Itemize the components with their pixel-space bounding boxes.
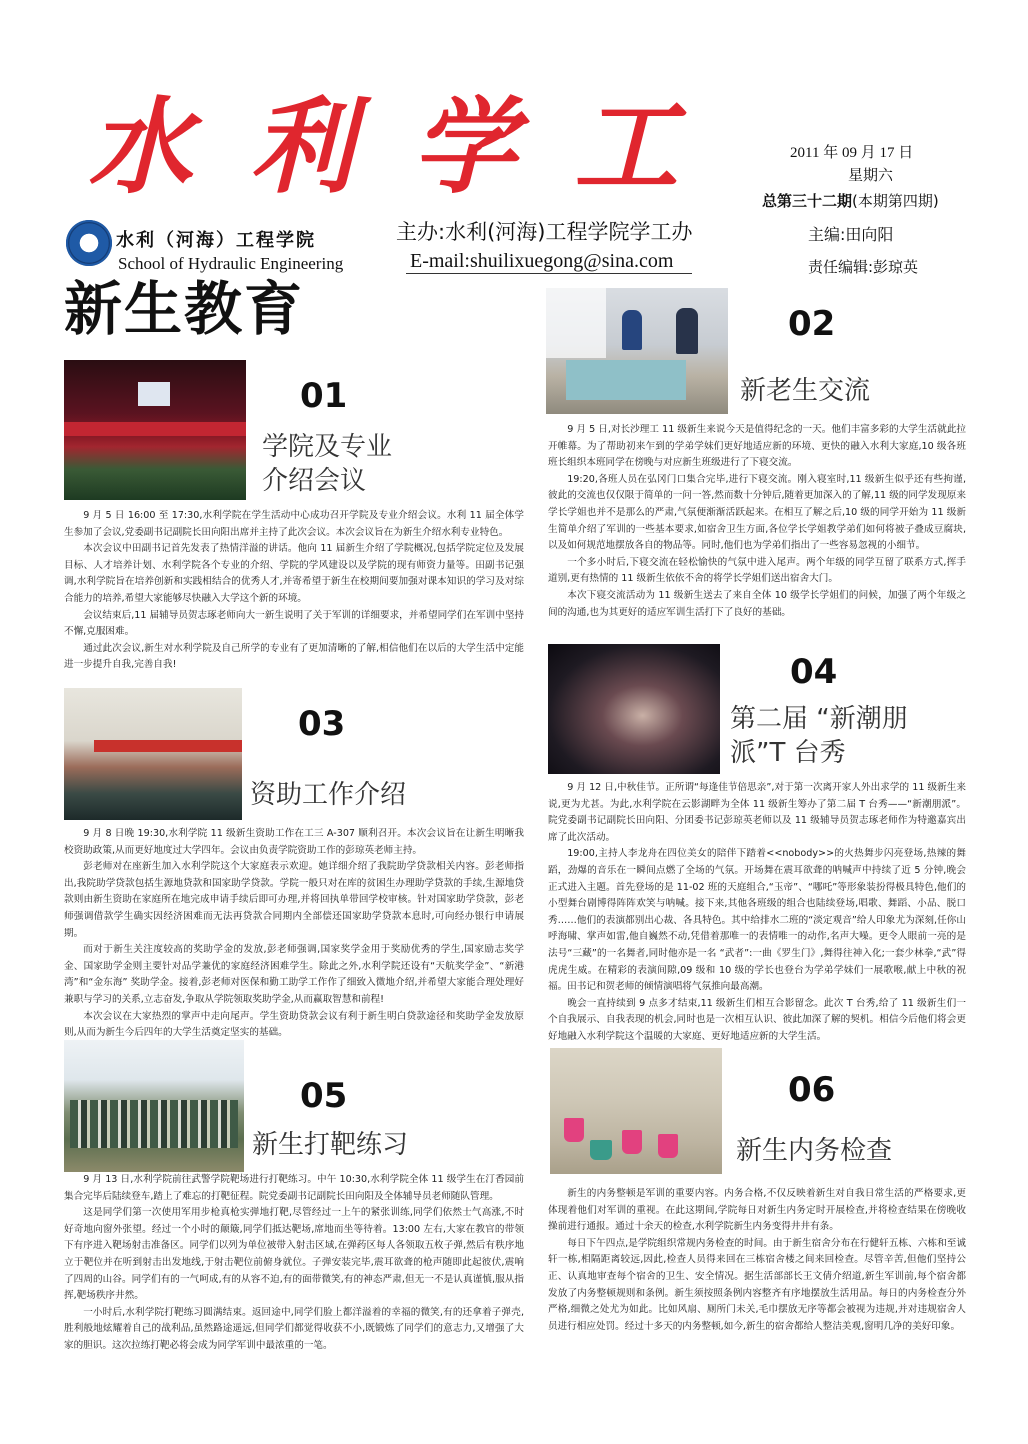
paragraph: 9 月 12 日,中秋佳节。正所谓“每逢佳节倍思亲”,对于第一次离开家人外出求学的 11 级新生来说,更为尤甚。为此,水利学院在云影湖畔为全体 11 级新生筹办了第二届 T 台秀——“新潮朋派”。院党委副书记副院长田向阳、分团委书记彭琼英老师以及 11 级辅导员贺志琢老师作为特邀嘉宾出席了此次活动。 xyxy=(548,782,966,843)
section-body-05 xyxy=(64,1172,524,1368)
section-number-01: 01 xyxy=(300,376,348,416)
section-title-line: 学院及专业 xyxy=(262,432,393,462)
newspaper-title: 水利学工 xyxy=(88,85,737,208)
chief-editor: 主编:田向阳 xyxy=(808,225,894,244)
school-name-cn: 水利（河海）工程学院 xyxy=(116,230,316,251)
issue-number xyxy=(762,190,939,211)
paragraph: 这是同学们第一次使用军用步枪真枪实弹地打靶,尽管经过一上午的紧张训练,同学们依然士气高涨,不时好奇地向窗外张望。经过一个小时的颠簸,同学们抵达靶场,席地而坐等待着。13:00 左右,大家在教官的带领下有序进入靶场射击准备区。同学们以列为单位被带入射击区域,在弹药区每人各领取五枚子弹,然后有秩序地立于靶位并在听到射击出发地线,于射击靶位前俯身就位。子弹安装完毕,震耳欲聋的枪声随即此起彼伏,震响了四周的山谷。同学们有的一气呵成,有的从容不迫,有的面带微笑,有的神态严肃,但无一不是认真谨慎,服从指挥,靶场秩序井然。 xyxy=(64,1207,524,1302)
section-title-line: 新生内务检查 xyxy=(736,1136,893,1166)
email-underline xyxy=(406,273,692,274)
issue-number-bold: 总第三十二期 xyxy=(762,192,853,210)
section-body-01 xyxy=(64,508,524,686)
section-number-06: 06 xyxy=(788,1070,836,1110)
paragraph: 本次会议中田副书记首先发表了热情洋溢的讲话。他向 11 届新生介绍了学院概况,包括学院定位及发展目标、人才培养计划、水利学院各个专业的介绍、学院的学风建设以及学院的现有师资力量等。田副书记强调,水利学院旨在培养创新和实践相结合的优秀人才,并寄希望于新生在校期间要加强对课本知识的学习及对综合能力的培养,希望大家能够尽快融入大学这个新的环境。 xyxy=(64,543,524,604)
paragraph: 9 月 8 日晚 19:30,水利学院 11 级新生资助工作在工三 A-307 顺利召开。本次会议旨在让新生明晰我校资助政策,从而更好地度过大学四年。会议由负责学院资助工作的彭琼英老师主持。 xyxy=(64,828,524,856)
school-name-en: School of Hydraulic Engineering xyxy=(118,254,344,273)
section-body-02 xyxy=(548,422,966,628)
section-number-04: 04 xyxy=(790,652,838,692)
paragraph: 本次下寝交流活动为 11 级新生送去了来自全体 10 级学长学姐们的问候，加强了两个年级之间的沟通,也为其更好的适应军训生活打下了良好的基础。 xyxy=(548,589,966,618)
paragraph: 9 月 13 日,水利学院前往武警学院靶场进行打靶练习。中午 10:30,水利学院全体 11 级学生在汀香园前集合完毕后陆续登车,踏上了难忘的打靶征程。院党委副书记副院长田向阳及全体辅导员老师随队管理。 xyxy=(64,1174,524,1202)
photo-dormitory-inspection xyxy=(550,1048,722,1174)
paragraph: 晚会一直持续到 9 点多才结束,11 级新生们相互合影留念。此次 T 台秀,给了 11 级新生们一个自我展示、自我表现的机会,同时也是一次相互认识、彼此加深了解的契机。相信今后他们将会更好地融入水利学院这个温暖的大家庭、更好地适应新的大学生活。 xyxy=(548,997,966,1042)
paragraph: 通过此次会议,新生对水利学院及自己所学的专业有了更加清晰的了解,相信他们在以后的大学生活中定能进一步提升自我,完善自我! xyxy=(64,642,524,671)
paragraph: 一小时后,水利学院打靶练习圆满结束。返回途中,同学们脸上都洋溢着的幸福的微笑,有的还拿着子弹壳,胜利般地炫耀着自己的战利品,虽然路途遥远,但同学们都觉得收获不小,既锻炼了同学们的意志力,又增强了大家的胆识。这次拉练打靶必将会成为同学军训中最浓重的一笔。 xyxy=(64,1306,524,1351)
school-logo xyxy=(66,220,112,266)
paragraph: 会议结束后,11 届辅导员贺志琢老师向大一新生说明了关于军训的详细要求，并希望同学们在军训中坚持不懈,克服困难。 xyxy=(64,609,524,638)
paragraph: 而对于新生关注度较高的奖助学金的发放,彭老师强调,国家奖学金用于奖励优秀的学生,国家励志奖学金、国家助学金则主要针对品学兼优的家庭经济困难学生。除此之外,水利学院还设有“天航奖学金”、“新港湾”和“金东海” 奖助学金。接着,彭老师对医保和勤工助学工作作了细致入微地介绍,并希望大家能合理处理好兼职与学习的关系,立志奋发,争取从学院领取奖助学金,从而赢取智慧和前程! xyxy=(64,944,524,1005)
paragraph: 一个多小时后,下寝交流在轻松愉快的气氛中进入尾声。两个年级的同学互留了联系方式,挥手道别,更有热情的 11 级新生依依不舍的将学长学姐们送出宿舍大门。 xyxy=(548,556,966,585)
photo-college-introduction-meeting xyxy=(64,360,246,500)
photo-freshman-senior-exchange xyxy=(546,288,728,414)
contact-email: E-mail:shuilixuegong@sina.com xyxy=(410,250,674,272)
section-body-06 xyxy=(548,1186,966,1372)
paragraph: 彭老师对在座新生加入水利学院这个大家庭表示欢迎。她详细介绍了我院助学贷款相关内容。彭老师指出,我院助学贷款包括生源地贷款和国家助学贷款。学院一般只对在库的贫困生办理助学贷款的手续,生源地贷款则由新生资助在家庭所在地完成申请手续后即可办理,并将回执单带回学校审核。针对国家助学贷款，彭老师强调借款学生确实因经济困难而无法再贷款合同期内全部偿还国家助学贷款本息时,可向经办银行申请展期。 xyxy=(64,861,524,939)
section-title-01 xyxy=(262,430,392,498)
section-title-line: 资助工作介绍 xyxy=(250,780,407,810)
section-title-line: 第二届 “新潮朋 xyxy=(730,704,908,734)
issue-weekday: 星期六 xyxy=(848,166,894,184)
section-title-line: 新生打靶练习 xyxy=(252,1130,409,1160)
section-title-line: 新老生交流 xyxy=(740,376,871,406)
paragraph: 每日下午四点,是学院组织常规内务检查的时间。由于新生宿舍分布在行健轩五栋、六栋和至诚轩一栋,相隔距离较远,因此,检查人员得来回在三栋宿舍楼之间来回检查。尽管辛苦,但他们坚持公正、认真地审查每个宿舍的卫生、安全情况。据生活部部长王文倩介绍道,新生军训前,每个宿舍都发放了内务整顿规则和条例。新生须按照条例内容整齐有序地摆放生活用品。每日的内务检查分外严格,细微之处尤为如此。比如风扇、厕所门未关,毛巾摆放无序等都会被视为违规,并对违规宿舍人员进行相应处罚。经过十多天的内务整顿,如今,新生的宿舍都给人整洁美观,窗明几净的美好印象。 xyxy=(548,1237,966,1332)
section-title-03 xyxy=(250,778,406,812)
section-title-04 xyxy=(730,702,908,770)
section-title-02 xyxy=(740,374,870,408)
section-number-02: 02 xyxy=(788,304,836,344)
photo-financial-aid-meeting xyxy=(64,688,242,820)
section-body-03 xyxy=(64,826,524,1039)
section-title-06 xyxy=(736,1134,892,1168)
issue-date: 2011 年 09 月 17 日 xyxy=(790,145,914,161)
section-number-05: 05 xyxy=(300,1076,348,1116)
section-title-line: 介绍会议 xyxy=(262,466,367,496)
section-title-05 xyxy=(252,1128,408,1162)
paragraph: 9 月 5 日,对长沙理工 11 级新生来说今天是值得纪念的一天。他们丰富多彩的大学生活就此拉开帷幕。为了帮助初来乍到的学弟学妹们更好地适应新的环境、更快的融入水利大家庭,10 级各班班长组织本班同学在傍晚与对应新生班级进行了下寝交流。 xyxy=(548,424,966,469)
paragraph: 新生的内务整顿是军训的重要内容。内务合格,不仅反映着新生对自我日常生活的严格要求,更体现着他们对军训的重视。在此这期间,学院每日对新生内务定时开展检查,并将检查结果在傍晚收操前进行通报。通过十余天的检查,水利学院新生内务变得井井有条。 xyxy=(548,1188,966,1233)
paragraph: 19:00,主持人李龙舟在四位美女的陪伴下踏着<<nobody>>的火热舞步闪亮登场,热辣的舞蹈，劲爆的音乐在一瞬间点燃了全场的气氛。开场舞在震耳欲聋的呐喊声中持续了近 5 分钟,晚会正式进入主题。首先登场的是 11-02 班的天庭组合,“玉帝”、“哪吒”等形象装扮得极具特色,他们的小型舞台剧博得阵阵欢笑与呐喊。接下来,其他各班级的组合也陆续登场,唱歌、舞蹈、小品、脱口秀……他们的表演都别出心裁、各具特色。其中给排水二班的“淡定观音”给人印象尤为深刻,任你山呼海啸、掌声如雷,他自巍然不动,凭借着那唯一的表情唯一的动作,名声大噪。更令人眼前一亮的是法号“三藏”的一名舞者,同时他亦是一名 “武者”:一曲《罗生门》,舞得往神入化;一套少林拳,“武”得虎虎生威。在精彩的表演间隙,09 级和 10 级的学长也登台为学弟学妹们一展歌喉,献上中秋的祝福。田书记和贺老师的倾情演唱将气氛推向最高潮。 xyxy=(548,848,966,993)
photo-shooting-practice xyxy=(64,1040,244,1172)
issue-number-note: (本期第四期) xyxy=(852,192,939,210)
section-title-line: 派”T 台秀 xyxy=(730,738,846,768)
section-number-03: 03 xyxy=(298,704,346,744)
paragraph: 本次会议在大家热烈的掌声中走向尾声。学生资助贷款会议有利于新生明白贷款途径和奖助学金发放原则,从而为新生今后四年的大学生活奠定坚实的基础。 xyxy=(64,1010,524,1039)
paragraph: 19:20,各班人员在弘冈门口集合完毕,进行下寝交流。刚入寝室时,11 级新生似乎还有些拘谨,彼此的交流也仅仅限于简单的一问一答,然而数十分钟后,随着更加深入的了解,11 级的同学发现原来学长学姐也并不是那么的严肃,气氛便渐渐活跃起来。在相互了解之后,10 级的同学开始为 11 级新生简单介绍了军训的一些基本要求,如宿舍卫生方面,各位学长学姐教学弟们如何将被子叠成豆腐块,以及如何规范地摆放各自的物品等。同时,他们也为学弟们指出了一些容易忽视的小细节。 xyxy=(548,473,966,552)
photo-t-stage-show xyxy=(548,644,720,774)
section-body-04 xyxy=(548,780,966,1042)
paragraph: 9 月 5 日 16:00 至 17:30,水利学院在学生活动中心成功召开学院及专业介绍会议。水利 11 届全体学生参加了会议,党委副书记副院长田向阳出席并主持了此次会议。本次会议旨在为新生介绍水利专业特色。 xyxy=(64,510,524,538)
page-heading: 新生教育 xyxy=(64,275,305,343)
responsible-editor: 责任编辑:彭琼英 xyxy=(808,258,919,276)
sponsor-line: 主办:水利(河海)工程学院学工办 xyxy=(396,220,693,244)
